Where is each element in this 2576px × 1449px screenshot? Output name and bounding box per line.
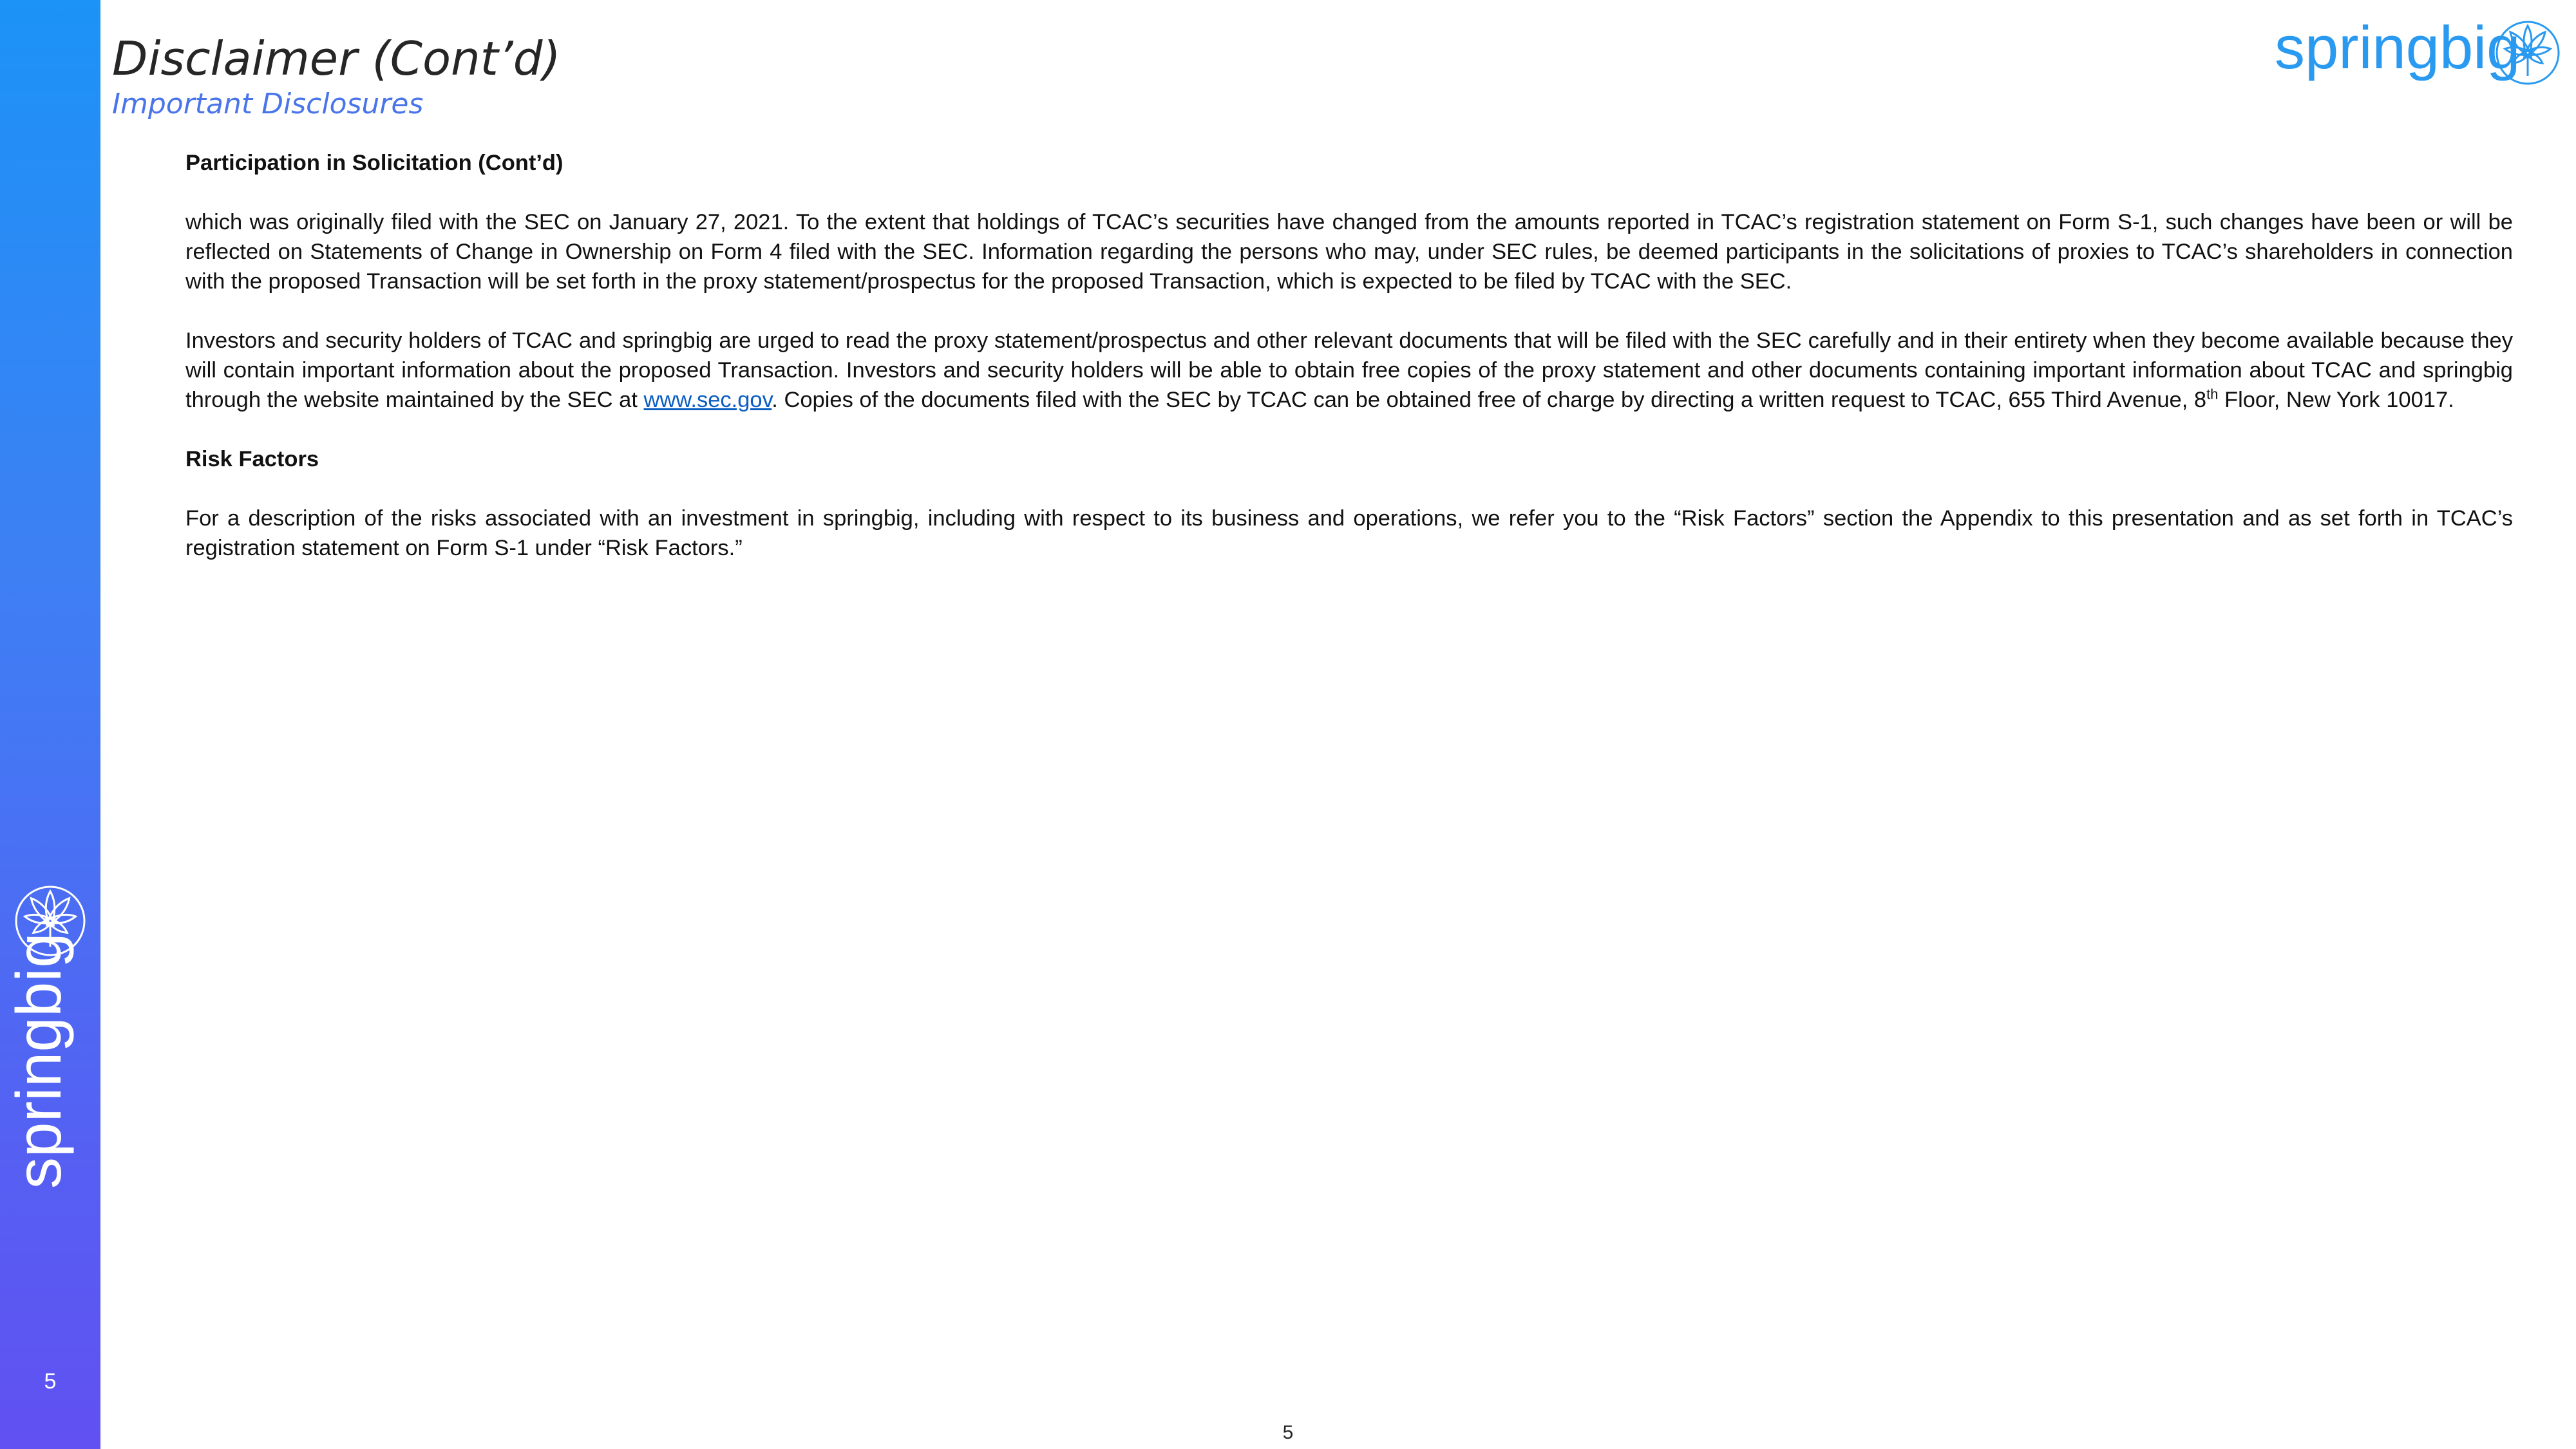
section-heading-participation: Participation in Solicitation (Cont’d) (185, 151, 564, 175)
paragraph-investors-text: Investors and security holders of TCAC and springbig are urged to read the proxy statement/prospectus and other relevant documents that will be filed with the SEC carefully and in their entirety when they become available because they will contain important information about the proposed Transaction. Investors and security holders will be able to obtain free copies of the proxy statement and other documents containing important information about TCAC and springbig through the website maintained by the SEC at (185, 328, 2513, 412)
paragraph-investors (185, 326, 2513, 415)
springbig-vertical-logo (3, 876, 89, 1191)
paragraph-risk: For a description of the risks associated with an investment in springbig, including with respect to its business and operations, we refer you to the “Risk Factors” section the Appendix to this presentation and as set forth in TCAC’s registration statement on Form S-1 under “Risk Factors.” (185, 506, 2513, 560)
section-heading-risk-factors: Risk Factors (185, 447, 319, 471)
paragraph-investors-text-cont: . Copies of the documents filed with the SEC by TCAC can be obtained free of charge by directing a written request to TCAC, 655 Third Avenue, 8 (772, 388, 2207, 412)
ordinal-superscript: th (2206, 386, 2219, 402)
paragraph-filing: which was originally filed with the SEC on January 27, 2021. To the extent that holdings of TCAC’s securities have changed from the amounts reported in TCAC’s registration statement on Form S-1, such changes have been or will be reflected on Statements of Change in Ownership on Form 4 filed with the SEC. Information regarding the persons who may, under SEC rules, be deemed participants in the solicitations of proxies to TCAC’s shareholders in connection with the proposed Transaction will be set forth in the proxy statement/prospectus for the proposed Transaction, which is expected to be filed by TCAC with the SEC. (185, 210, 2513, 294)
page-title: Disclaimer (Cont’d) (112, 32, 561, 86)
sec-website-link[interactable]: www.sec.gov (643, 388, 772, 412)
side-logo-text: springbig (3, 933, 74, 1189)
page-subtitle: Important Disclosures (112, 88, 424, 120)
sidebar-page-number: 5 (44, 1369, 57, 1394)
sidebar (0, 0, 100, 1449)
footer-page-number: 5 (1282, 1422, 1294, 1443)
logo-text: springbig (2275, 14, 2521, 81)
disclaimer-body (185, 148, 2513, 592)
springbig-logo (2273, 15, 2563, 93)
paragraph-investors-text-end: Floor, New York 10017. (2218, 388, 2454, 412)
